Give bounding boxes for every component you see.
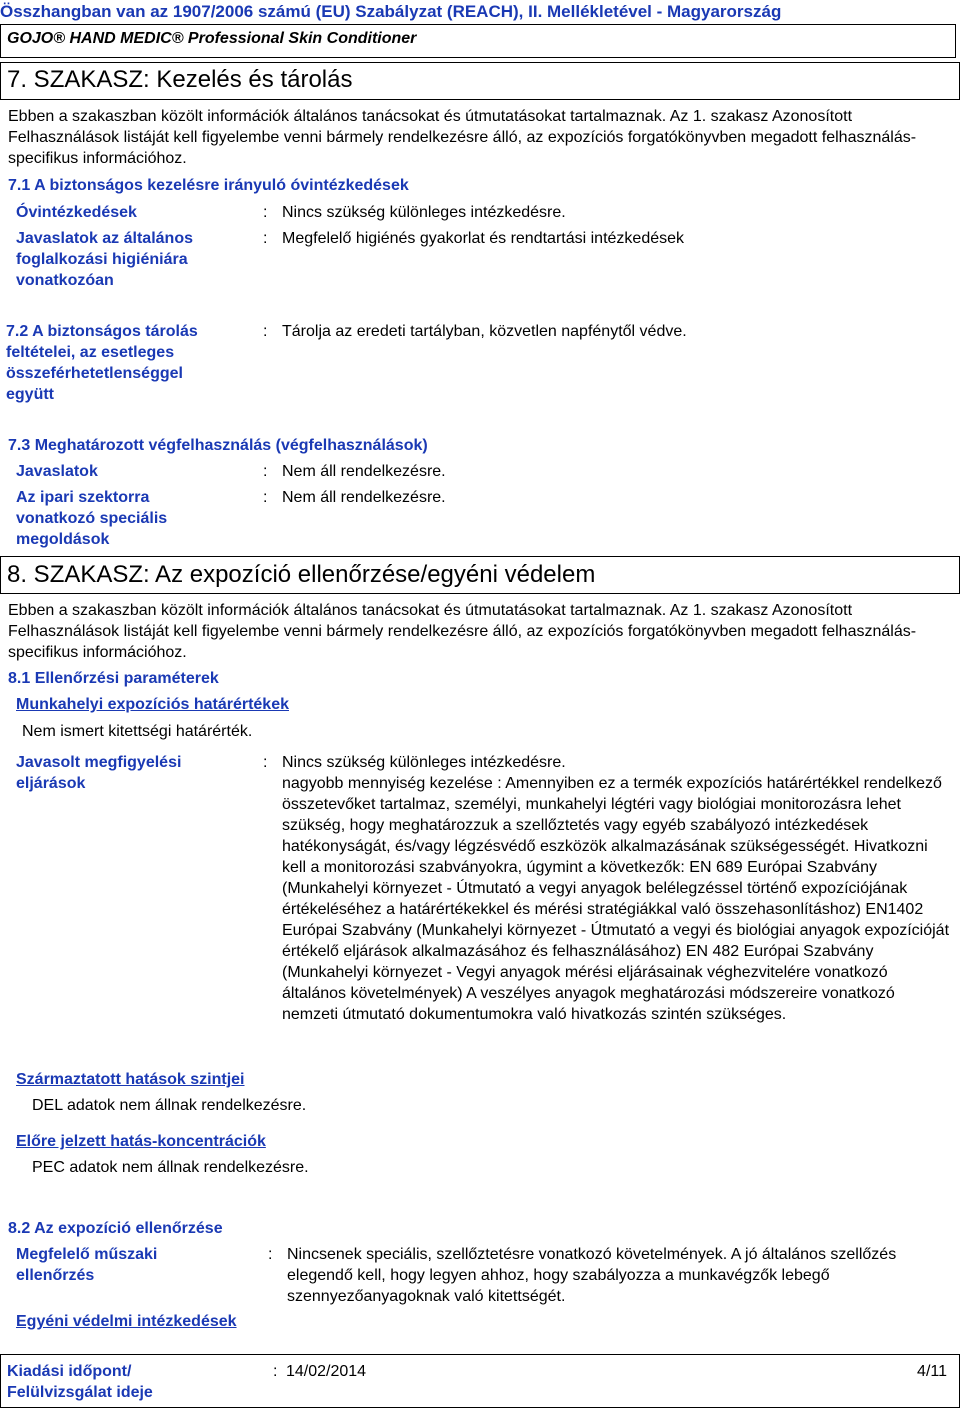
subsection-7-1-title: 7.1 A biztonságos kezelésre irányuló óvintézkedések (8, 177, 409, 194)
footer (0, 1354, 960, 1408)
subsection-7-2-label: 7.2 A biztonságos tárolás feltételei, az esetleges összeférhetetlenséggel együtt (6, 323, 198, 403)
industrial-label: Az ipari szektorra vonatkozó speciális megoldások (16, 489, 168, 548)
subsection-7-3-title: 7.3 Meghatározott végfelhasználás (végfelhasználások) (8, 437, 428, 454)
subsection-8-1-title: 8.1 Ellenőrzési paraméterek (8, 670, 219, 687)
colon: : (263, 323, 268, 340)
section-7-header (0, 62, 960, 100)
footer-date-label: Kiadási időpont/ Felülvizsgálat ideje (7, 1363, 153, 1401)
industrial-value: Nem áll rendelkezésre. (282, 489, 446, 506)
colon: : (263, 230, 268, 247)
colon: : (263, 204, 268, 221)
colon: : (263, 754, 268, 771)
regulation-text: Összhangban van az 1907/2006 számú (EU) Szabályzat (REACH), II. Mellékletével - Magyarország (0, 2, 782, 21)
pnec-heading: Előre jelzett hatás-koncentrációk (16, 1133, 266, 1150)
dnel-heading: Származtatott hatások szintjei (16, 1071, 245, 1088)
regulation-header (0, 0, 960, 24)
page-number: 4/11 (917, 1363, 947, 1380)
section-7-title: 7. SZAKASZ: Kezelés és tárolás (7, 66, 353, 93)
engineering-value: Nincsenek speciális, szellőztetésre vonatkozó követelmények. A jó általános szellőzés elegendő kell, hogy legyen ahhoz, hogy szabályozza a munkavégzők lebegő szennyezőanyagoknak való kitettségét. (287, 1246, 897, 1305)
colon: : (268, 1246, 273, 1263)
subsection-8-2-title: 8.2 Az expozíció ellenőrzése (8, 1220, 223, 1237)
section-8-intro: Ebben a szakaszban közölt információk általános tanácsokat és útmutatásokat tartalmaznak. Az 1. szakasz Azonosított Felhasználások listáját kell figyelembe venni bármely rendelkezésre álló, az expozíciós forgatókönyvben megadott felhasználás-specifikus információhoz. (8, 602, 917, 661)
section-7-intro: Ebben a szakaszban közölt információk általános tanácsokat és útmutatásokat tartalmaznak. Az 1. szakasz Azonosított Felhasználások listáját kell figyelembe venni bármely rendelkezésre álló, az expozíciós forgatókönyvben megadott felhasználás-specifikus információhoz. (8, 108, 917, 167)
oel-heading: Munkahelyi expozíciós határértékek (16, 696, 289, 713)
section-8-header (0, 556, 960, 594)
pnec-text: PEC adatok nem állnak rendelkezésre. (32, 1159, 309, 1176)
colon: : (263, 489, 268, 506)
footer-date: 14/02/2014 (286, 1363, 367, 1380)
monitoring-label: Javasolt megfigyelési eljárások (16, 754, 182, 792)
precautions-label: Óvintézkedések (16, 204, 137, 221)
monitoring-value-1: Nincs szükség különleges intézkedésre. (282, 754, 566, 771)
product-name-box (0, 24, 956, 58)
storage-value: Tárolja az eredeti tartályban, közvetlen napfénytől védve. (282, 323, 687, 340)
hygiene-value: Megfelelő higiénés gyakorlat és rendtartási intézkedések (282, 230, 685, 247)
recommendations-label: Javaslatok (16, 463, 98, 480)
ppe-heading: Egyéni védelmi intézkedések (16, 1313, 237, 1330)
product-name: GOJO® HAND MEDIC® Professional Skin Conditioner (7, 30, 417, 47)
colon: : (273, 1363, 278, 1380)
precautions-value: Nincs szükség különleges intézkedésre. (282, 204, 566, 221)
colon: : (263, 463, 268, 480)
oel-text: Nem ismert kitettségi határérték. (22, 723, 253, 740)
monitoring-value-2: nagyobb mennyiség kezelése : Amennyiben ez a termék expozíciós határértékkel rendelkező összetevőket tartalmaz, személyi, munkahelyi légtéri vagy biológiai monitorozásra lehet szükség, hogy meghatározzuk a szellőztetés vagy egyéb szabályozó intézkedések hatékonyságát, és/vagy légzésvédő eszközök alkalmazásának szükségességét. Hivatkozni kell a monitorozási szabványokra, úgymint a következők: EN 689 Európai Szabvány (Munkahelyi környezet - Útmutató a vegyi anyagok belélegzéssel történő expozíciójának értékeléséhez a határértékekkel és mérési stratégiákkal való összehasonlításhoz) EN1402 Európai Szabvány (Munkahelyi környezet - Útmutató a vegyi és biológiai anyagok expozícióját értékelő eljárások alkalmazásához és felhasználásához) EN 482 Európai Szabvány (Munkahelyi környezet - Vegyi anyagok mérési eljárásainak véghezvitelére vonatkozó általános követelmények) A veszélyes anyagok meghatározási módszereire vonatkozó nemzeti útmutató dokumentumokra való hivatkozás szintén szükséges. (282, 775, 950, 1023)
dnel-text: DEL adatok nem állnak rendelkezésre. (32, 1097, 307, 1114)
engineering-label: Megfelelő műszaki ellenőrzés (16, 1246, 158, 1284)
recommendations-value: Nem áll rendelkezésre. (282, 463, 446, 480)
hygiene-label: Javaslatok az általános foglalkozási higiéniára vonatkozóan (16, 230, 193, 289)
section-8-title: 8. SZAKASZ: Az expozíció ellenőrzése/egyéni védelem (7, 561, 596, 588)
